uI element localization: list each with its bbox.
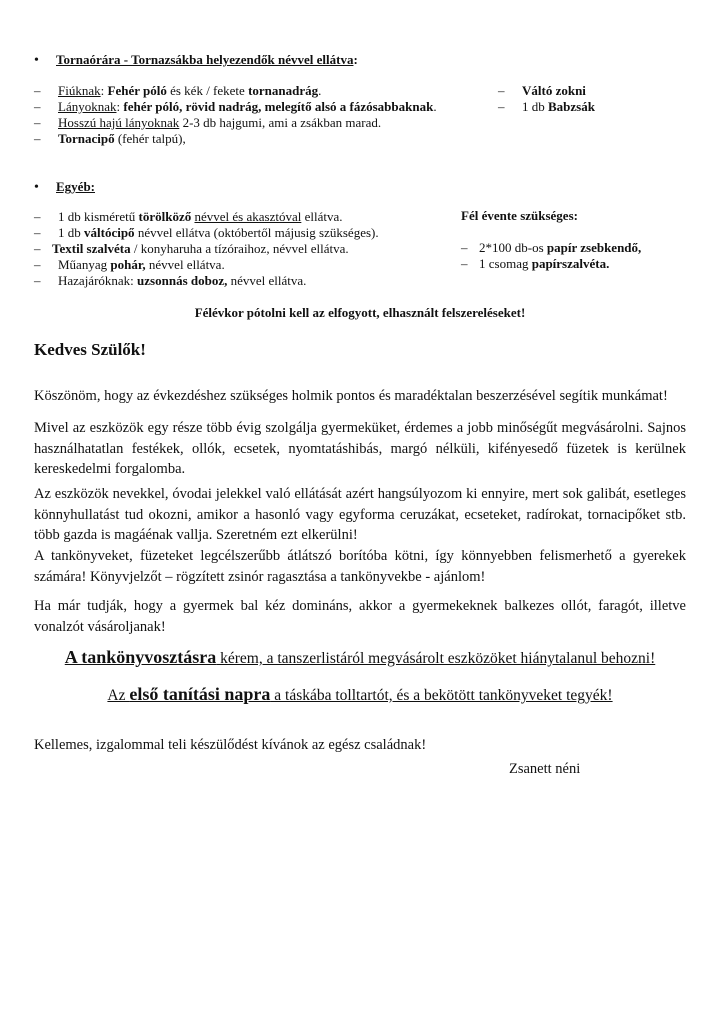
paragraph-quality: Mivel az eszközök egy része több évig szolgálja gyermeküket, érdemes a jobb minőségűt megvásárolni. Sajnos használhatatlan festékek, ollók, ecsetek, nyomtatáshibás, margó nélküli, kifényesedő füzetek is kerülnek kereskedelmi forgalomba. [34,420,686,477]
torna-right-socks: – Váltó zokni [498,83,586,98]
torna-row-longhair: – Hosszú hajú lányoknak 2-3 db hajgumi, ami a zsákban marad. [34,115,382,130]
semiannual-napkins: – 1 csomag papírszalvéta. [461,256,610,271]
egyeb-row-slippers: – 1 db váltócipő névvel ellátva (októbertől májusig szükséges). [34,225,379,240]
torna-row-shoes: – Tornacipő (fehér talpú), [34,131,186,146]
torna-heading: • Tornaórára - Tornazsákba helyezendők névvel ellátva: [34,52,358,68]
egyeb-heading: • Egyéb: [34,179,95,195]
egyeb-row-napkin: – Textil szalvéta / konyharuha a tízóraihoz, névvel ellátva. [34,241,349,256]
first-day-line: Az első tanítási napra a táskába tolltartót, és a bekötött tankönyveket tegyék! [107,684,613,704]
egyeb-row-cup: – Műanyag pohár, névvel ellátva. [34,257,225,272]
paragraph-lefthanded: Ha már tudják, hogy a gyermek bal kéz domináns, akkor a gyermekeknek balkezes ollót, faragót, illetve vonalzót vásároljanak! [34,598,686,635]
egyeb-row-lunchbox: – Hazajáróknak: uzsonnás doboz, névvel ellátva. [34,273,307,288]
torna-row-girls: – Lányoknak: fehér póló, rövid nadrág, melegítő alsó a fázósabbaknak. [34,99,437,114]
torna-right-beanbag: – 1 db Babzsák [498,99,595,114]
semiannual-heading: Fél évente szükséges: [461,208,578,223]
closing-wish: Kellemes, izgalommal teli készülődést kívánok az egész családnak! [34,737,427,753]
textbook-distribution-line: A tankönyvosztásra kérem, a tanszerlistáról megvásárolt eszközöket hiánytalanul behozni! [64,647,656,667]
torna-row-boys: – Fiúknak: Fehér póló és kék / fekete tornanadrág. [34,83,322,98]
greeting: Kedves Szülők! [34,340,146,359]
paragraph-covers: A tankönyveket, füzeteket legcélszerűbb átlátszó borítóba kötni, így könnyebben felismerhető a gyerekek számára! Könyvjelzőt – rögzített zsinór ragasztása a tankönyvekbe - ajánlom! [34,548,686,585]
semiannual-tissues: – 2*100 db-os papír zsebkendő, [461,240,642,255]
egyeb-row-towel: – 1 db kisméretű törölköző névvel és akasztóval ellátva. [34,209,343,224]
bullet-icon: • [34,180,39,195]
paragraph-labeling: Az eszközök nevekkel, óvodai jelekkel való ellátását azért hangsúlyozom ki ennyire, mert sok galibát, esetleges könnyhullatást tud okozni, amikor a hasonló vagy egyforma ceruzákat, ecseteket, radírokat, tornacipőket stb. több gazda is magáénak vallja. Szeretném ezt elkerülni! [34,486,686,543]
paragraph-thanks: Köszönöm, hogy az évkezdéshez szükséges holmik pontos és maradéktalan beszerzésével segítik munkámat! [34,388,668,404]
signature: Zsanett néni [509,761,581,777]
replenish-notice: Félévkor pótolni kell az elfogyott, elhasznált felszereléseket! [194,305,526,320]
bullet-icon: • [34,53,39,68]
